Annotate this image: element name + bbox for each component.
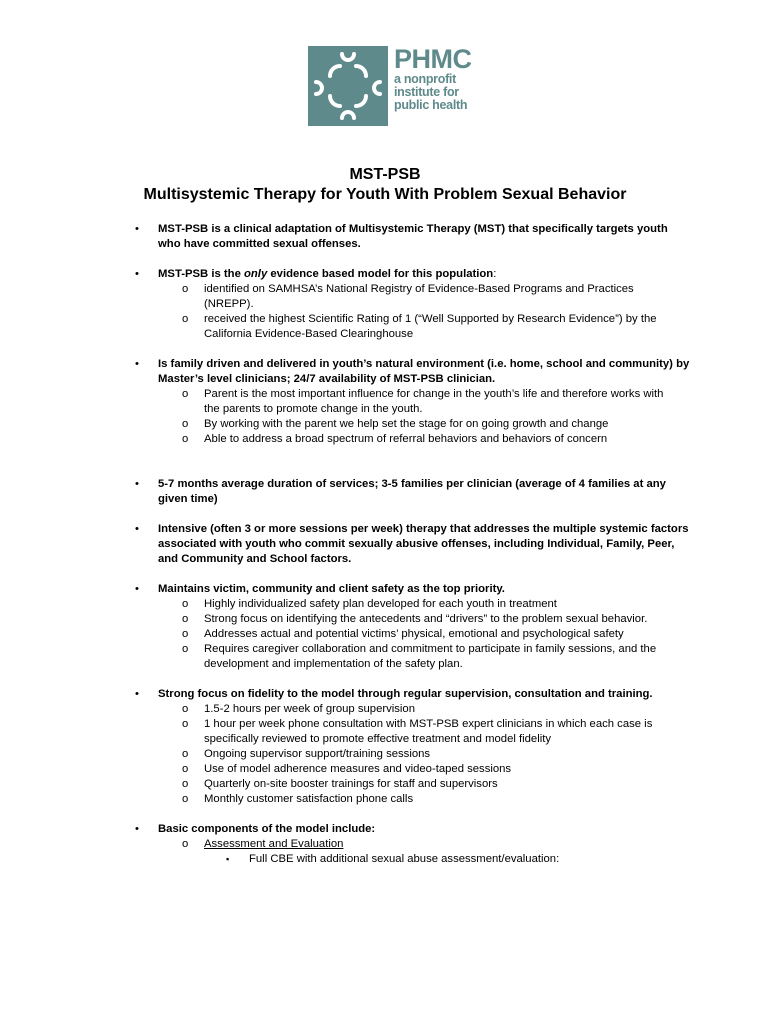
document-title: MST-PSB (349, 166, 421, 183)
bullet-text: 5-7 months average duration of services; 3-5 families per clinician (average of 4 families at any given time) (158, 478, 666, 505)
sub-marker: o (182, 748, 189, 760)
sub-text: received the highest Scientific Rating of 1 (“Well Supported by Research Evidence”) by the California Evidence-Based Clearinghouse (204, 313, 657, 340)
sub-marker: o (182, 313, 189, 325)
sub-marker: o (182, 718, 189, 730)
sub-item (0, 597, 770, 612)
sub-text: 1.5-2 hours per week of group supervision (204, 703, 415, 715)
sub-item (0, 717, 770, 747)
bullet-item (0, 222, 770, 252)
sub-text: Highly individualized safety plan developed for each youth in treatment (204, 598, 557, 610)
sub-marker: o (182, 793, 189, 805)
sub-marker: o (182, 433, 189, 445)
sub2-item (0, 852, 770, 867)
bullet-marker: • (135, 583, 139, 595)
sub-marker: o (182, 763, 189, 775)
sub-item (0, 747, 770, 762)
bullet-text: MST-PSB is a clinical adaptation of Multisystemic Therapy (MST) that specifically targets youth who have committed sexual offenses. (158, 223, 668, 250)
sub-item (0, 612, 770, 627)
sub-text: By working with the parent we help set the stage for on going growth and change (204, 418, 609, 430)
sub-item (0, 282, 770, 312)
bullet-item (0, 687, 770, 702)
sub-item (0, 312, 770, 342)
logo-text (394, 46, 472, 112)
sub-marker: o (182, 283, 189, 295)
bullet-item (0, 582, 770, 597)
sub-item (0, 792, 770, 807)
bullet-marker: • (135, 268, 139, 280)
sub-item (0, 702, 770, 717)
sub-text: Addresses actual and potential victims’ physical, emotional and psychological safety (204, 628, 624, 640)
sub-text: Monthly customer satisfaction phone calls (204, 793, 414, 805)
sub-text: Ongoing supervisor support/training sessions (204, 748, 431, 760)
sub-text: identified on SAMHSA’s National Registry of Evidence-Based Programs and Practices (NREPP). (204, 283, 634, 310)
bullet-item (0, 357, 770, 387)
sub-item (0, 432, 770, 447)
bullet-emphasis: only (244, 268, 268, 280)
logo-tagline-2: institute for (394, 85, 459, 99)
bullet-marker: • (135, 823, 139, 835)
sub-marker: o (182, 613, 189, 625)
sub-item (0, 837, 770, 852)
sub-marker: o (182, 418, 189, 430)
sub-marker: o (182, 628, 189, 640)
sub-item (0, 627, 770, 642)
bullet-item (0, 267, 770, 282)
sub-marker: o (182, 838, 189, 850)
sub-item (0, 642, 770, 672)
document-subtitle: Multisystemic Therapy for Youth With Problem Sexual Behavior (143, 186, 627, 203)
phmc-logo-mark-icon (308, 46, 388, 126)
bullet-text: MST-PSB is the (158, 268, 244, 280)
sub-text: Quarterly on-site booster trainings for staff and supervisors (204, 778, 498, 790)
sub-item (0, 417, 770, 432)
sub-text: Strong focus on identifying the antecedents and “drivers” to the problem sexual behavior. (204, 613, 648, 625)
sub-marker: o (182, 643, 189, 655)
bullet-text: Maintains victim, community and client safety as the top priority. (158, 583, 505, 595)
bullet-marker: • (135, 478, 139, 490)
sub-item (0, 777, 770, 792)
bullet-marker: • (135, 688, 139, 700)
bullet-text: Basic components of the model include: (158, 823, 376, 835)
bullet-text: Is family driven and delivered in youth’s natural environment (i.e. home, school and community) by Master’s level clinicians; 24/7 availability of MST-PSB clinician. (158, 358, 690, 385)
bullet-text: Intensive (often 3 or more sessions per week) therapy that addresses the multiple systemic factors associated with youth who commit sexually abusive offenses, including Individual, Family, Peer, and Community and School factors. (158, 523, 689, 565)
sub-item (0, 387, 770, 417)
sub-text: Parent is the most important influence for change in the youth’s life and therefore works with the parents to promote change in the youth. (204, 388, 664, 415)
bullet-text: evidence based model for this population (267, 268, 494, 280)
logo-tagline-1: a nonprofit (394, 72, 456, 86)
square-bullet-icon: ▪ (226, 854, 230, 864)
sub-marker: o (182, 778, 189, 790)
bullet-item (0, 477, 770, 507)
logo-name: PHMC (394, 44, 472, 74)
document-body (0, 222, 770, 867)
sub-marker: o (182, 598, 189, 610)
sub-text: Able to address a broad spectrum of referral behaviors and behaviors of concern (204, 433, 608, 445)
logo-tagline-3: public health (394, 98, 468, 112)
phmc-logo (308, 46, 474, 126)
bullet-marker: • (135, 358, 139, 370)
bullet-marker: • (135, 223, 139, 235)
sub-text: Requires caregiver collaboration and commitment to participate in family sessions, and the development and implementation of the safety plan. (204, 643, 657, 670)
sub-marker: o (182, 703, 189, 715)
bullet-colon: : (493, 268, 497, 280)
sub-marker: o (182, 388, 189, 400)
bullet-marker: • (135, 523, 139, 535)
sub-item (0, 762, 770, 777)
sub2-text: Full CBE with additional sexual abuse assessment/evaluation: (249, 853, 560, 865)
sub-text: Use of model adherence measures and video-taped sessions (204, 763, 512, 775)
bullet-text: Strong focus on fidelity to the model through regular supervision, consultation and training. (158, 688, 653, 700)
bullet-item (0, 822, 770, 837)
bullet-item (0, 522, 770, 567)
sub-heading: Assessment and Evaluation (204, 838, 344, 850)
sub-text: 1 hour per week phone consultation with MST-PSB expert clinicians in which each case is specifically reviewed to promote effective treatment and model fidelity (204, 718, 653, 745)
